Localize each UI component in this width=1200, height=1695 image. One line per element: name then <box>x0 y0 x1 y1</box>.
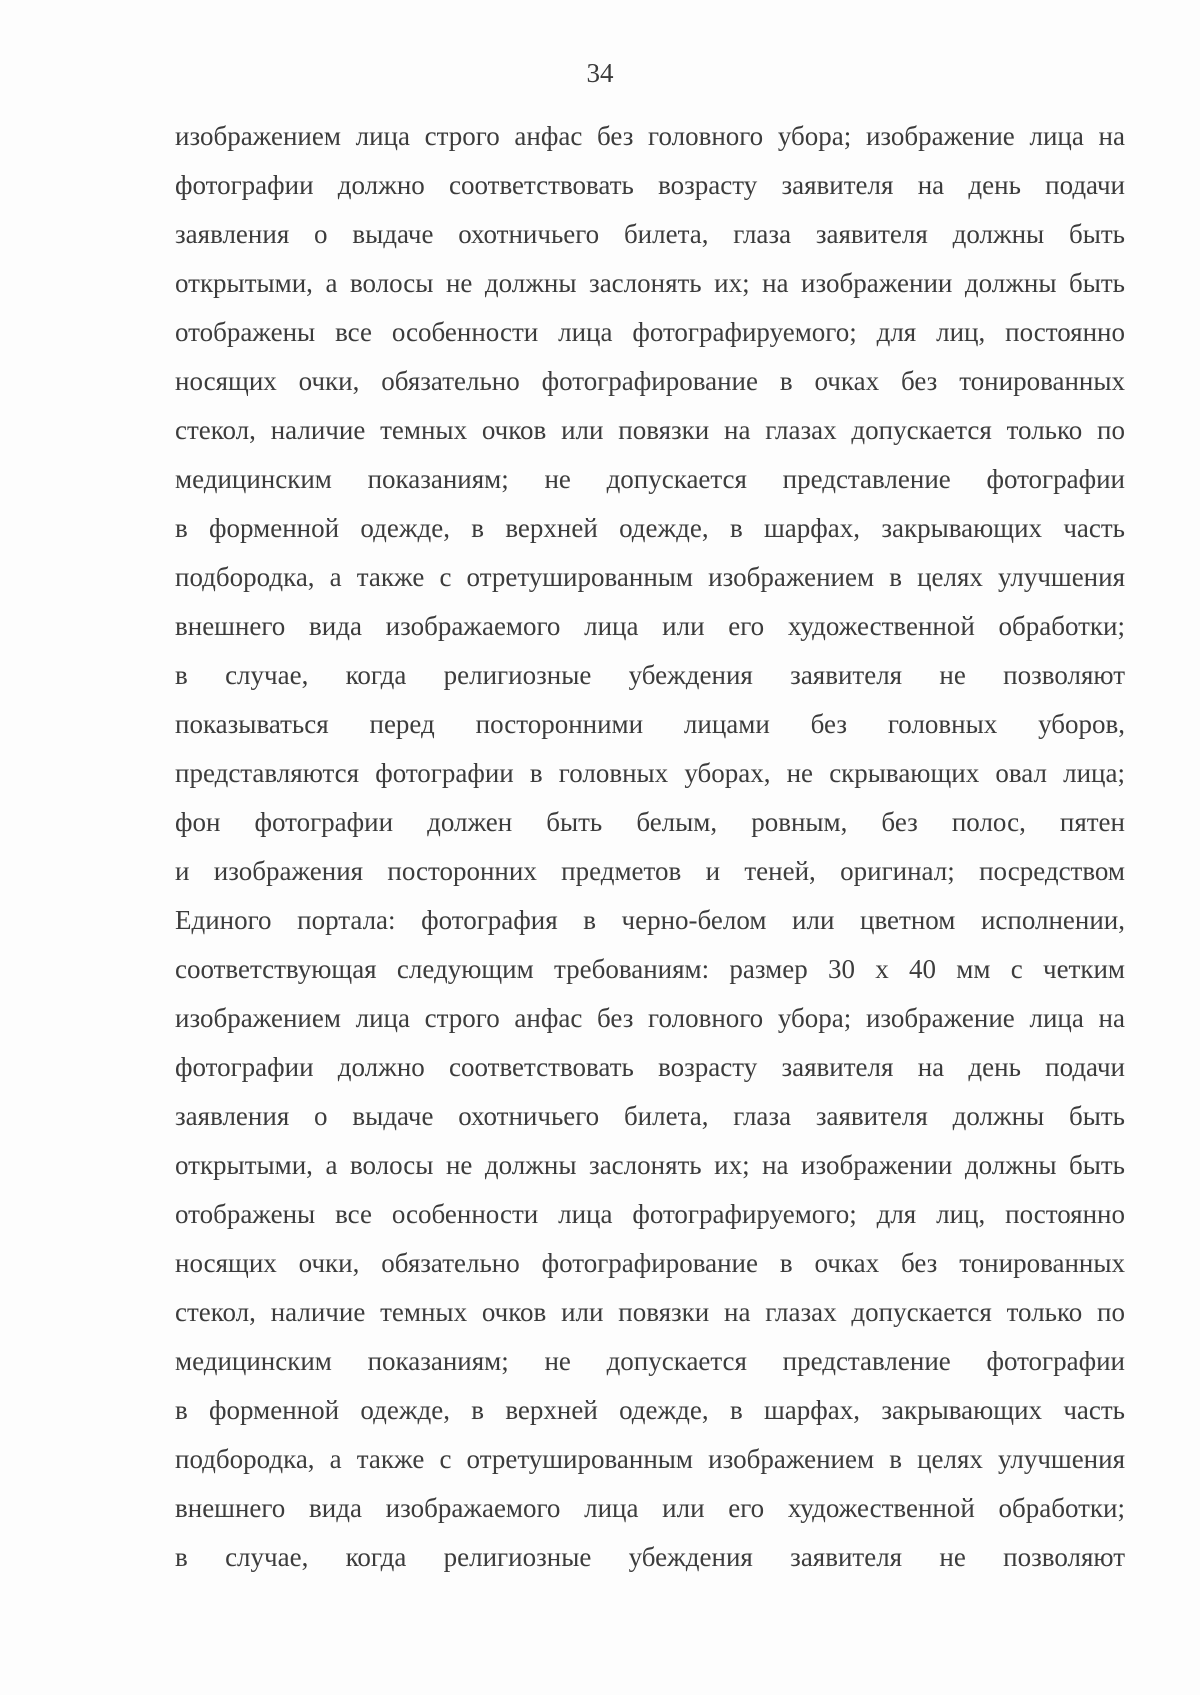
text-line: фон фотографии должен быть белым, ровным, без полос, пятен <box>175 807 1125 837</box>
text-line: стекол, наличие темных очков или повязки на глазах допускается только по <box>175 415 1125 445</box>
text-line: стекол, наличие темных очков или повязки на глазах допускается только по <box>175 1297 1125 1327</box>
text-line: медицинским показаниям; не допускается представление фотографии <box>175 464 1125 494</box>
page-number: 34 <box>586 58 614 88</box>
text-line: носящих очки, обязательно фотографирование в очках без тонированных <box>175 366 1125 396</box>
text-line: отображены все особенности лица фотографируемого; для лиц, постоянно <box>175 1199 1125 1229</box>
text-line: медицинским показаниям; не допускается представление фотографии <box>175 1346 1125 1376</box>
text-line: заявления о выдаче охотничьего билета, глаза заявителя должны быть <box>175 219 1125 249</box>
text-line: в случае, когда религиозные убеждения заявителя не позволяют <box>175 660 1125 690</box>
text-line: фотографии должно соответствовать возрасту заявителя на день подачи <box>175 170 1125 200</box>
text-line: в случае, когда религиозные убеждения заявителя не позволяют <box>175 1542 1125 1572</box>
text-line: представляются фотографии в головных уборах, не скрывающих овал лица; <box>175 758 1125 788</box>
text-line: внешнего вида изображаемого лица или его художественной обработки; <box>175 611 1125 641</box>
text-line: Единого портала: фотография в черно-белом или цветном исполнении, <box>175 905 1125 935</box>
text-line: подбородка, а также с отретушированным изображением в целях улучшения <box>175 1444 1125 1474</box>
text-line: открытыми, а волосы не должны заслонять их; на изображении должны быть <box>175 1150 1125 1180</box>
document-body <box>175 112 1125 1582</box>
text-line: отображены все особенности лица фотографируемого; для лиц, постоянно <box>175 317 1125 347</box>
text-line: и изображения посторонних предметов и теней, оригинал; посредством <box>175 856 1125 886</box>
text-line: подбородка, а также с отретушированным изображением в целях улучшения <box>175 562 1125 592</box>
text-line: открытыми, а волосы не должны заслонять их; на изображении должны быть <box>175 268 1125 298</box>
text-line: изображением лица строго анфас без головного убора; изображение лица на <box>175 1003 1125 1033</box>
text-line: в форменной одежде, в верхней одежде, в шарфах, закрывающих часть <box>175 513 1125 543</box>
text-line: в форменной одежде, в верхней одежде, в шарфах, закрывающих часть <box>175 1395 1125 1425</box>
text-line: носящих очки, обязательно фотографирование в очках без тонированных <box>175 1248 1125 1278</box>
text-line: показываться перед посторонними лицами без головных уборов, <box>175 709 1125 739</box>
text-line: заявления о выдаче охотничьего билета, глаза заявителя должны быть <box>175 1101 1125 1131</box>
text-line: изображением лица строго анфас без головного убора; изображение лица на <box>175 121 1125 151</box>
text-line: соответствующая следующим требованиям: размер 30 х 40 мм с четким <box>175 954 1125 984</box>
text-line: фотографии должно соответствовать возрасту заявителя на день подачи <box>175 1052 1125 1082</box>
text-line: внешнего вида изображаемого лица или его художественной обработки; <box>175 1493 1125 1523</box>
